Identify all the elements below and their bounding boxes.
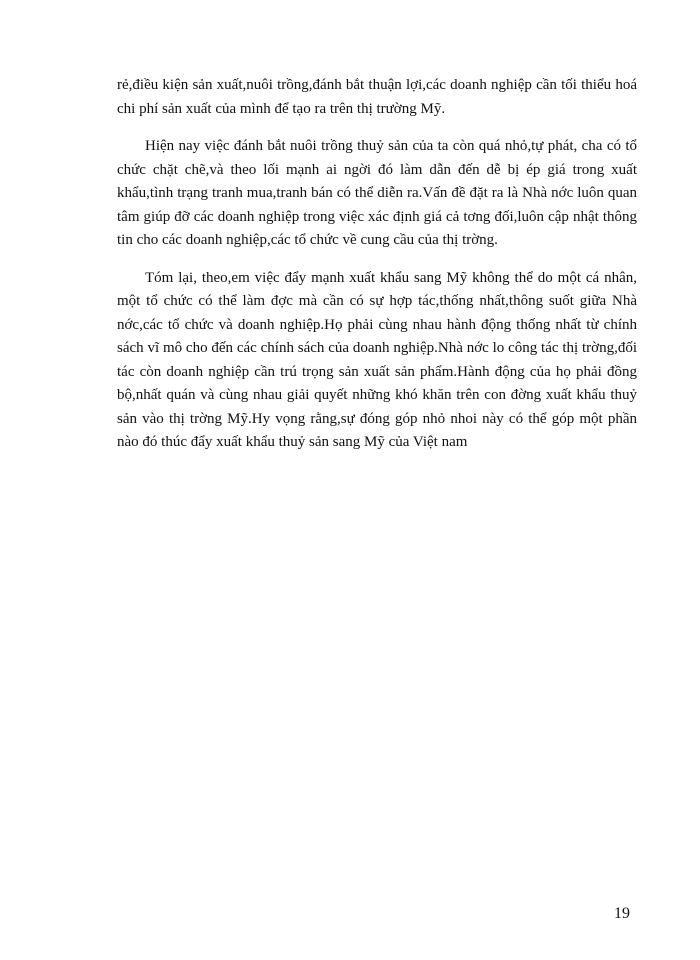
page-number: 19: [614, 905, 630, 922]
paragraph-continuation: rẻ,điều kiện sản xuất,nuôi trồng,đánh bắt thuận lợi,các doanh nghiệp cần tối thiểu hoá chi phí sản xuất của mình để tạo ra trên thị trường Mỹ.: [117, 77, 637, 117]
paragraph-conclusion: Tóm lại, theo,em việc đẩy mạnh xuất khẩu sang Mỹ không thể do một cá nhân, một tổ chức có thể làm đợc mà cần có sự hợp tác,thống nhất,thông suốt giữa Nhà nớc,các tổ chức và doanh nghiệp.Họ phải cùng nhau hành động thống nhất từ chính sách vĩ mô cho đến các chính sách của doanh nghiệp.Nhà nớc lo công tác thị trờng,đối tác còn doanh nghiệp cần trú trọng sản xuất sản phẩm.Hành động của họ phải đồng bộ,nhất quán và cùng nhau giải quyết những khó khăn trên con đờng xuất khẩu thuỷ sản vào thị trờng Mỹ.Hy vọng rằng,sự đóng góp nhỏ nhoi này có thể góp một phần nào đó thúc đẩy xuất khẩu thuỷ sản sang Mỹ của Việt nam: [117, 269, 637, 450]
body-text: [117, 74, 637, 455]
paragraph-fishery-situation: Hiện nay việc đánh bắt nuôi trồng thuỷ sản của ta còn quá nhỏ,tự phát, cha có tổ chức chặt chẽ,và theo lối mạnh ai ngời đó làm dẫn đến dễ bị ép giá trong xuất khẩu,tình trạng tranh mua,tranh bán có thể diễn ra.Vấn đề đặt ra là Nhà nớc luôn quan tâm giúp đỡ các doanh nghiệp trong việc xác định giá cả tơng đối,luôn cập nhật thông tin cho các doanh nghiệp,các tổ chức về cung cầu của thị trờng.: [117, 138, 637, 248]
